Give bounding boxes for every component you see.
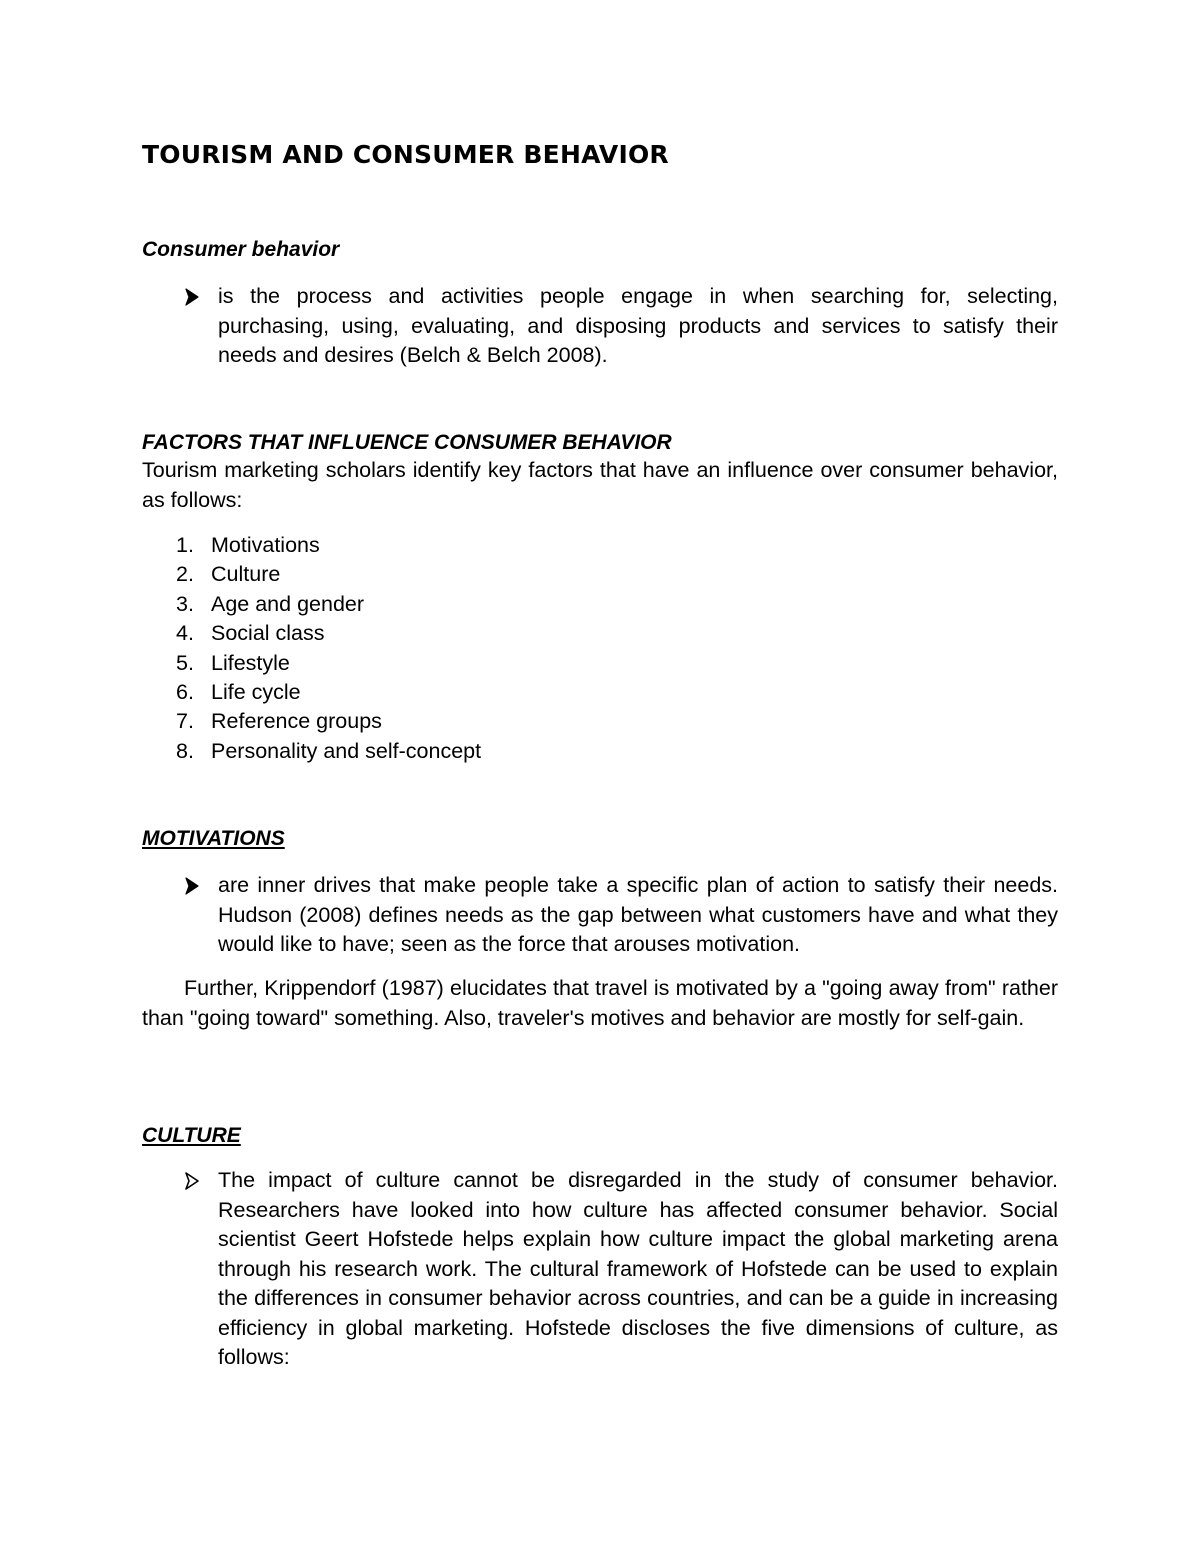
factors-list bbox=[176, 531, 481, 766]
consumer-behavior-definition: is the process and activities people engage in when searching for, selecting, purchasing, using, evaluating, and disposing products and services to satisfy their needs and desires (Belch & Belch 2008). bbox=[218, 284, 1058, 367]
list-item: 8. Personality and self-concept bbox=[176, 738, 482, 763]
list-item: 1. Motivations bbox=[176, 533, 320, 557]
list-item: 4. Social class bbox=[176, 621, 325, 646]
arrow-bullet-icon bbox=[182, 282, 212, 312]
culture-heading: CULTURE bbox=[142, 1124, 241, 1147]
arrow-bullet-icon bbox=[182, 871, 212, 901]
arrow-bullet-outline-icon bbox=[182, 1166, 212, 1196]
list-item: 5. Lifestyle bbox=[176, 650, 290, 675]
list-item: 7. Reference groups bbox=[176, 709, 382, 734]
list-item: 2. Culture bbox=[176, 562, 281, 587]
motivations-definition: are inner drives that make people take a specific plan of action to satisfy their needs. Hudson (2008) defines needs as the gap between what customers have and what they would like to have; seen as the force that arouses motivation. bbox=[218, 873, 1058, 956]
factors-heading: FACTORS THAT INFLUENCE CONSUMER BEHAVIOR bbox=[142, 431, 672, 454]
document-title: TOURISM AND CONSUMER BEHAVIOR bbox=[142, 140, 669, 169]
motivations-heading: MOTIVATIONS bbox=[142, 827, 285, 850]
motivations-paragraph: Further, Krippendorf (1987) elucidates that travel is motivated by a "going away from" rather than "going toward" something. Also, traveler's motives and behavior are mostly for self-gain. bbox=[142, 976, 1058, 1030]
culture-definition: The impact of culture cannot be disregarded in the study of consumer behavior. Researchers have looked into how culture has affected consumer behavior. Social scientist Geert Hofstede helps explain how culture impact the global marketing arena through his research work. The cultural framework of Hofstede can be used to explain the differences in consumer behavior across countries, and can be a guide in increasing efficiency in global marketing. Hofstede discloses the five dimensions of culture, as follows: bbox=[218, 1168, 1058, 1369]
factors-intro: Tourism marketing scholars identify key factors that have an influence over consumer behavior, as follows: bbox=[142, 458, 1058, 512]
list-item: 6. Life cycle bbox=[176, 680, 301, 705]
list-item: 3. Age and gender bbox=[176, 591, 365, 616]
consumer-behavior-heading: Consumer behavior bbox=[142, 238, 340, 261]
